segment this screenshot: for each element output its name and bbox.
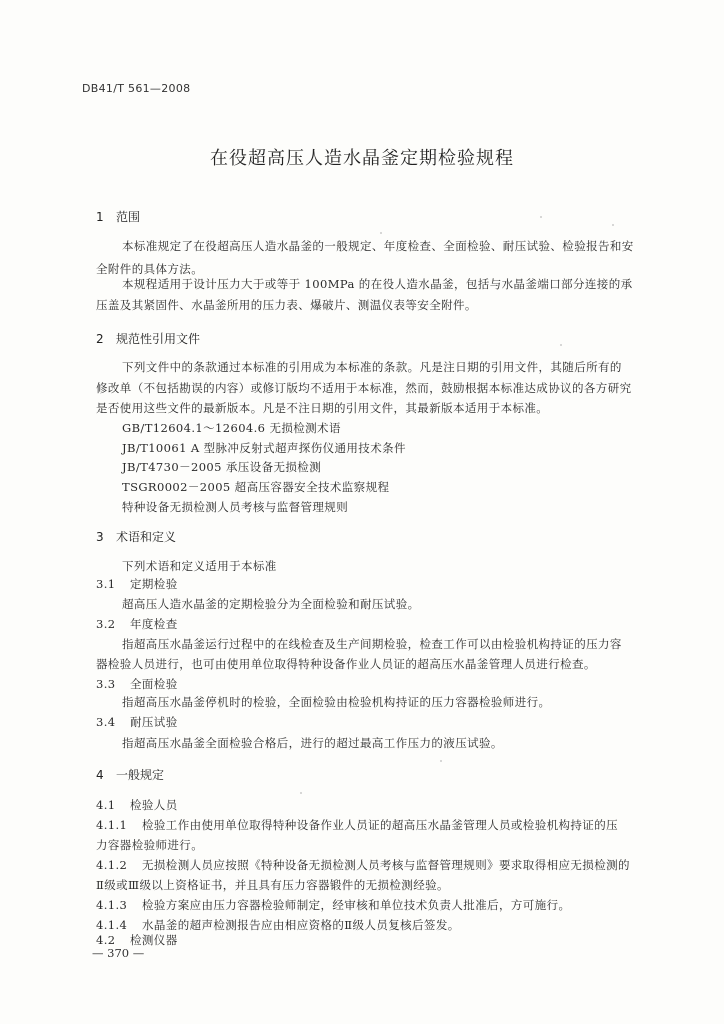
paragraph-line: 下列术语和定义适用于本标准 xyxy=(122,559,277,573)
clause-text: 水晶釜的超声检测报告应由相应资格的Ⅱ级人员复核后签发。 xyxy=(142,918,460,932)
paragraph-line: 下列文件中的条款通过本标准的引用成为本标准的条款。凡是注日期的引用文件，其随后所有的 xyxy=(122,360,622,374)
paragraph-line: 器检验人员进行，也可由使用单位取得特种设备作业人员证的超高压水晶釜管理人员进行检查。 xyxy=(96,657,596,671)
term-3-1-heading xyxy=(96,576,178,592)
term-3-4-heading xyxy=(96,714,178,730)
section-4-heading xyxy=(96,766,164,783)
paragraph-line: 压盖及其紧固件、水晶釜所用的压力表、爆破片、测温仪表等安全附件。 xyxy=(96,298,477,312)
reference-item: JB/T10061 A 型脉冲反射式超声探伤仪通用技术条件 xyxy=(122,441,406,455)
paragraph-line: 超高压人造水晶釜的定期检验分为全面检验和耐压试验。 xyxy=(122,597,420,611)
term-3-2-heading xyxy=(96,616,178,632)
reference-item: 特种设备无损检测人员考核与监督管理规则 xyxy=(122,500,349,514)
term-3-3-heading xyxy=(96,676,178,692)
section-title: 范围 xyxy=(116,210,141,224)
scan-speck xyxy=(300,792,302,794)
term-number: 3.3 xyxy=(96,677,116,691)
subsection-title: 检测仪器 xyxy=(130,933,178,947)
reference-item: GB/T12604.1～12604.6 无损检测术语 xyxy=(122,421,341,435)
section-1-heading xyxy=(96,208,140,225)
term-number: 3.4 xyxy=(96,715,116,729)
subsection-title: 检验人员 xyxy=(130,798,178,812)
reference-item: JB/T4730－2005 承压设备无损检测 xyxy=(122,460,322,474)
standard-code: DB41/T 561—2008 xyxy=(82,82,191,95)
subsection-4-1-heading xyxy=(96,797,178,813)
paragraph-line: 是否使用这些文件的最新版本。凡是不注日期的引用文件，其最新版本适用于本标准。 xyxy=(96,401,549,415)
term-title: 全面检验 xyxy=(130,677,178,691)
paragraph-line: 本规程适用于设计压力大于或等于 100MPa 的在役人造水晶釜，包括与水晶釜端口部分连接的承 xyxy=(122,277,633,291)
document-title: 在役超高压人造水晶釜定期检验规程 xyxy=(210,148,514,169)
section-title: 规范性引用文件 xyxy=(116,332,201,346)
term-number: 3.2 xyxy=(96,617,116,631)
clause-number: 4.1.1 xyxy=(96,818,128,832)
subsection-number: 4.2 xyxy=(96,933,116,947)
section-number: 2 xyxy=(96,332,104,346)
scan-speck xyxy=(560,344,562,346)
paragraph-line: 指超高压水晶釜全面检验合格后，进行的超过最高工作压力的液压试验。 xyxy=(122,736,503,750)
clause-4-1-2 xyxy=(96,857,630,873)
section-2-heading xyxy=(96,330,200,347)
term-title: 年度检查 xyxy=(130,617,178,631)
clause-4-1-4 xyxy=(96,917,460,933)
section-number: 4 xyxy=(96,768,104,782)
reference-item: TSGR0002－2005 超高压容器安全技术监察规程 xyxy=(122,480,390,494)
clause-4-1-1 xyxy=(96,817,618,833)
term-number: 3.1 xyxy=(96,577,116,591)
scan-speck xyxy=(612,224,614,226)
subsection-number: 4.1 xyxy=(96,798,116,812)
clause-text: 无损检测人员应按照《特种设备无损检测人员考核与监督管理规则》要求取得相应无损检测的 xyxy=(142,858,630,872)
clause-text: 检验方案应由压力容器检验师制定，经审核和单位技术负责人批准后，方可施行。 xyxy=(142,898,571,912)
clause-text: 检验工作由使用单位取得特种设备作业人员证的超高压水晶釜管理人员或检验机构持证的压 xyxy=(142,818,618,832)
paragraph-line: Ⅱ级或Ⅲ级以上资格证书，并且具有压力容器锻件的无损检测经验。 xyxy=(96,878,449,892)
scan-speck xyxy=(380,232,382,234)
section-number: 1 xyxy=(96,210,104,224)
clause-number: 4.1.3 xyxy=(96,898,128,912)
section-title: 一般规定 xyxy=(116,768,165,782)
term-title: 定期检验 xyxy=(130,577,178,591)
paragraph-line: 本标准规定了在役超高压人造水晶釜的一般规定、年度检查、全面检验、耐压试验、检验报告和安 xyxy=(122,239,634,253)
term-title: 耐压试验 xyxy=(130,715,178,729)
clause-number: 4.1.4 xyxy=(96,918,128,932)
page-number: — 370 — xyxy=(92,946,145,960)
paragraph-line: 修改单（不包括勘误的内容）或修订版均不适用于本标准，然而，鼓励根据本标准达成协议的各方研究 xyxy=(96,381,632,395)
paragraph-line: 力容器检验师进行。 xyxy=(96,838,204,852)
section-number: 3 xyxy=(96,530,104,544)
scan-speck xyxy=(440,760,442,762)
section-3-heading xyxy=(96,528,176,545)
paragraph-line: 指超高压水晶釜停机时的检验，全面检验由检验机构持证的压力容器检验师进行。 xyxy=(122,695,551,709)
paragraph-line: 指超高压水晶釜运行过程中的在线检查及生产间期检验，检查工作可以由检验机构持证的压力容 xyxy=(122,637,622,651)
section-title: 术语和定义 xyxy=(116,530,177,544)
clause-number: 4.1.2 xyxy=(96,858,128,872)
paragraph-line: 全附件的具体方法。 xyxy=(96,262,204,276)
scan-speck xyxy=(540,216,542,218)
clause-4-1-3 xyxy=(96,897,570,913)
